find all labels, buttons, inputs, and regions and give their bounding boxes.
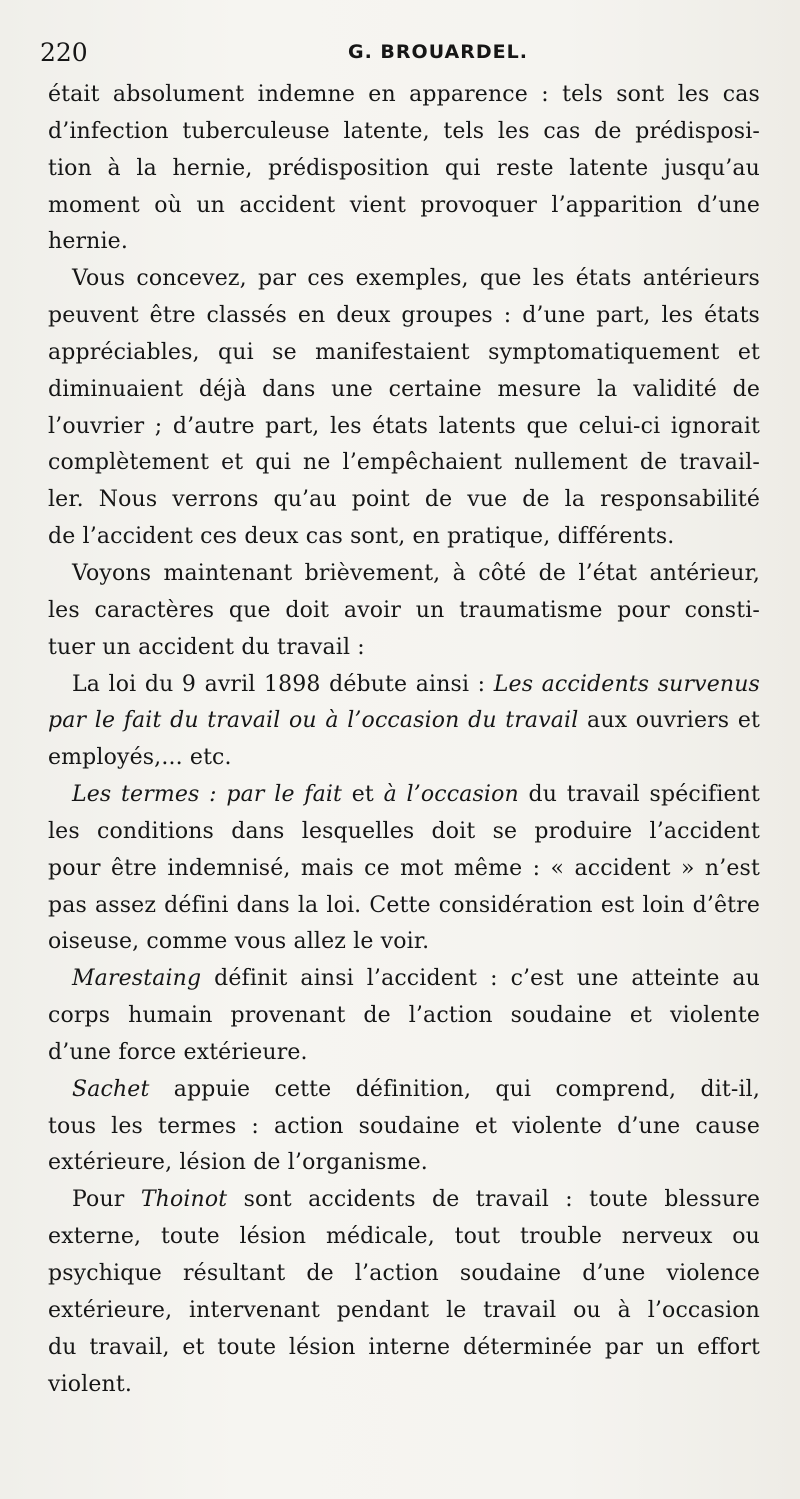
text-line: hernie. [48, 229, 128, 255]
text-line: tion à la hernie, prédisposition qui reste latente jusqu’au [48, 155, 760, 181]
text-line: psychique résultant de l’action soudaine d’une violence [48, 1261, 760, 1286]
text-line: tuer un accident du travail : [48, 634, 365, 660]
text-line: diminuaient déjà dans une certaine mesure la validité de [48, 376, 760, 402]
text-line: oiseuse, comme vous allez le voir. [48, 929, 430, 955]
text-line: Les termes : par le fait et à l’occasion du travail spécifient [72, 782, 760, 808]
text-line: Vous concevez, par ces exemples, que les états antérieurs [72, 266, 760, 292]
text-line: Voyons maintenant brièvement, à côté de l’état antérieur, [72, 560, 760, 586]
text-line: ler. Nous verrons qu’au point de vue de la responsabilité [48, 487, 760, 513]
text-line: employés,... etc. [48, 745, 232, 771]
text-line: par le fait du travail ou à l’occasion du travail aux ouvriers et [48, 708, 760, 734]
text-line: l’ouvrier ; d’autre part, les états latents que celui-ci ignorait [48, 413, 760, 439]
page-header [40, 38, 760, 74]
text-line: extérieure, lésion de l’organisme. [48, 1150, 428, 1176]
text-line: du travail, et toute lésion interne déterminée par un effort [48, 1334, 760, 1360]
text-line: appréciables, qui se manifestaient symptomatiquement et [48, 339, 760, 365]
text-line: était absolument indemne en apparence : tels sont les cas [48, 82, 760, 107]
text-line: d’une force extérieure. [48, 1039, 308, 1065]
body-text [48, 77, 760, 1403]
text-line: Pour Thoinot sont accidents de travail : toute blessure [72, 1187, 760, 1213]
text-line: les conditions dans lesquelles doit se produire l’accident [48, 818, 760, 844]
text-line: les caractères que doit avoir un traumatisme pour consti- [48, 597, 760, 623]
text-line: tous les termes : action soudaine et violente d’une cause [48, 1113, 760, 1139]
text-line: Sachet appuie cette définition, qui comprend, dit-il, [72, 1076, 760, 1102]
text-line: externe, toute lésion médicale, tout trouble nerveux ou [48, 1224, 760, 1250]
text-line: d’infection tuberculeuse latente, tels les cas de prédisposi- [48, 118, 760, 144]
text-line: violent. [48, 1371, 132, 1397]
text-line: moment où un accident vient provoquer l’apparition d’une [48, 192, 760, 218]
text-line: peuvent être classés en deux groupes : d’une part, les états [48, 303, 760, 329]
text-line: pour être indemnisé, mais ce mot même : « accident » n’est [48, 855, 760, 881]
text-line: La loi du 9 avril 1898 débute ainsi : Les accidents survenus [72, 671, 760, 697]
page-number: 220 [40, 38, 88, 67]
running-title: G. BROUARDEL. [348, 41, 528, 63]
text-line: pas assez défini dans la loi. Cette considération est loin d’être [48, 892, 760, 918]
text-line: complètement et qui ne l’empêchaient nullement de travail- [48, 450, 760, 476]
text-line: de l’accident ces deux cas sont, en pratique, différents. [48, 524, 675, 550]
text-line: corps humain provenant de l’action soudaine et violente [48, 1003, 760, 1029]
text-line: Marestaing définit ainsi l’accident : c’est une atteinte au [72, 966, 760, 992]
text-line: extérieure, intervenant pendant le travail ou à l’occasion [48, 1297, 760, 1323]
